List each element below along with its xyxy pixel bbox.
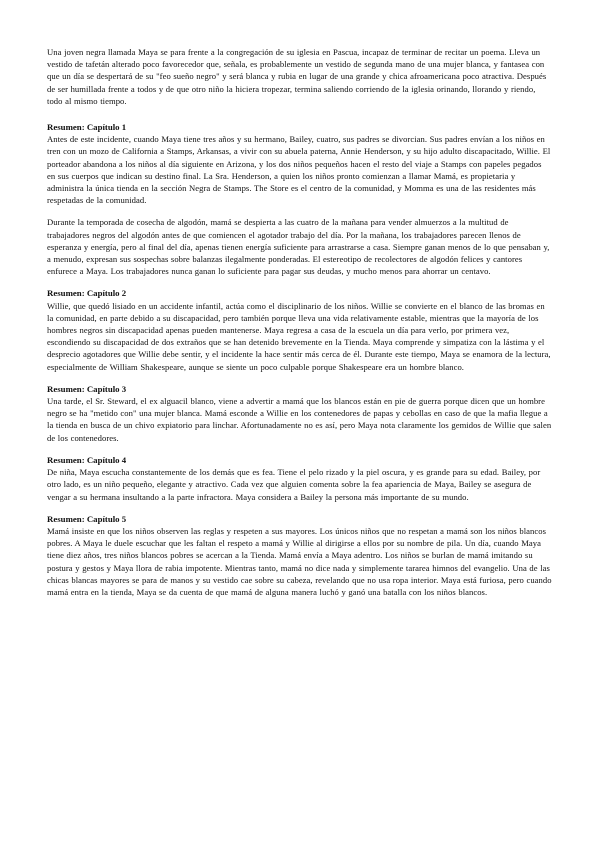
chapter-4-heading: Resumen: Capítulo 4 [47, 454, 127, 465]
chapter-2-heading: Resumen: Capítulo 2 [47, 288, 127, 299]
chapter-5-section [47, 513, 552, 598]
chapter-5-heading: Resumen: Capítulo 5 [47, 513, 127, 524]
chapter-1-section [47, 121, 552, 277]
chapter-4-section [47, 454, 552, 503]
chapter-3-heading: Resumen: Capítulo 3 [47, 383, 127, 394]
intro-paragraph: Una joven negra llamada Maya se para frente a la congregación de su iglesia en Pascua, incapaz de terminar de recitar un poema. Lleva un vestido de tafetán alterado poco favorecedor que, señala, es probablemente un vestido de segunda mano de una mujer blanca, y fantasea con que un día se despertará de su "feo sueño negro" y será blanca y rubia en lugar de una grande y chica afroamericana poco atractiva. Después de ser humillada frente a todos y de que otro niño la hiciera tropezar, termina saliendo corriendo de la iglesia orinando, llorando y riendo, todo al mismo tiempo. [47, 47, 547, 106]
chapter-3-paragraph-1: Una tarde, el Sr. Steward, el ex alguacil blanco, viene a advertir a mamá que los blancos están en pie de guerra porque dicen que un hombre negro se ha "metido con" una mujer blanca. Mamá esconde a Willie en los contenedores de papas y cebollas en caso de que la mafia llegue a la tienda en busca de un chivo expiatorio para linchar. Afortunadamente no es así, pero Maya nota claramente los gemidos de Willie que salen de los contenedores. [47, 396, 552, 443]
chapter-4-paragraph-1: De niña, Maya escucha constantemente de los demás que es fea. Tiene el pelo rizado y la piel oscura, y es grande para su edad. Bailey, por otro lado, es un niño pequeño, elegante y atractivo. Cada vez que alguien comenta sobre la fea apariencia de Maya, Bailey se asegura de vengar a su hermana insultando a la parte infractora. Maya considera a Bailey la persona más importante de su mundo. [47, 467, 541, 502]
chapter-2-section [47, 287, 552, 372]
chapter-2-paragraph-1: Willie, que quedó lisiado en un accidente infantil, actúa como el disciplinario de los niños. Willie se convierte en el blanco de las bromas en la comunidad, en parte debido a su discapacidad, pero también porque lleva una vida relativamente estable, mientras que la mayoría de los hombres negros sin discapacidad apenas pueden mantenerse. Maya regresa a casa de la escuela un día para verlo, por primera vez, escondiendo su discapacidad de dos extraños que se han detenido brevemente en la Tienda. Maya comprende y simpatiza con la lástima y el desprecio agotadores que Willie debe sentir, y el incidente la hace sentir más cerca de él. Durante este tiempo, Maya se enamora de la lectura, especialmente de William Shakespeare, aunque se siente un poco culpable porque Shakespeare era un hombre blanco. [47, 300, 551, 372]
chapter-1-paragraph-2: Durante la temporada de cosecha de algodón, mamá se despierta a las cuatro de la mañana para vender almuerzos a la multitud de trabajadores negros del algodón antes de que comiencen el agotador trabajo del día. Por la mañana, los trabajadores parecen llenos de esperanza y energía, pero al final del día, apenas tienen energía suficiente para arrastrarse a casa. Siempre ganan menos de lo que pensaban y, a menudo, expresan sus sospechas sobre balanzas ilegalmente ponderadas. El estereotipo de recolectores de algodón felices y cantores enfurece a Maya. Los trabajadores nunca ganan lo suficiente para pagar sus deudas, y mucho menos para ahorrar un centavo. [47, 217, 550, 277]
chapter-1-paragraph-1: Antes de este incidente, cuando Maya tiene tres años y su hermano, Bailey, cuatro, sus padres se divorcian. Sus padres envían a los niños en tren con un mozo de California a Stamps, Arkansas, a vivir con su abuela paterna, Annie Henderson, y su hijo adulto discapacitado, Willie. El porteador abandona a los niños al día siguiente en Arizona, y los dos niños pequeños hacen el resto del viaje a Stamps con papeles pegados en sus cuerpos que indican su destino final. La Sra. Henderson, a quien los niños pronto comienzan a llamar Mamá, es propietaria y administra la única tienda en la sección Negra de Stamps. The Store es el centro de la comunidad, y Momma es una de las residentes más respetadas de la comunidad. [47, 134, 551, 206]
chapter-5-paragraph-1: Mamá insiste en que los niños observen las reglas y respeten a sus mayores. Los únicos niños que no respetan a mamá son los niños blancos pobres. A Maya le duele escuchar que les faltan el respeto a mamá y Willie al dirigirse a ellos por su nombre de pila. Un día, cuando Maya tiene diez años, tres niños blancos pobres se acercan a la Tienda. Mamá envía a Maya adentro. Los niños se burlan de mamá imitando su postura y gestos y Maya llora de rabia impotente. Mientras tanto, mamá no dice nada y simplemente tararea himnos del evangelio. Una de las chicas blancas mayores se para de manos y su vestido cae sobre su cabeza, revelando que no usa ropa interior. Maya está furiosa, pero cuando mamá entra en la tienda, Maya se da cuenta de que mamá de alguna manera luchó y ganó una batalla con los niños blancos. [47, 525, 552, 597]
chapter-3-section [47, 383, 552, 444]
chapter-1-heading: Resumen: Capítulo 1 [47, 122, 127, 133]
